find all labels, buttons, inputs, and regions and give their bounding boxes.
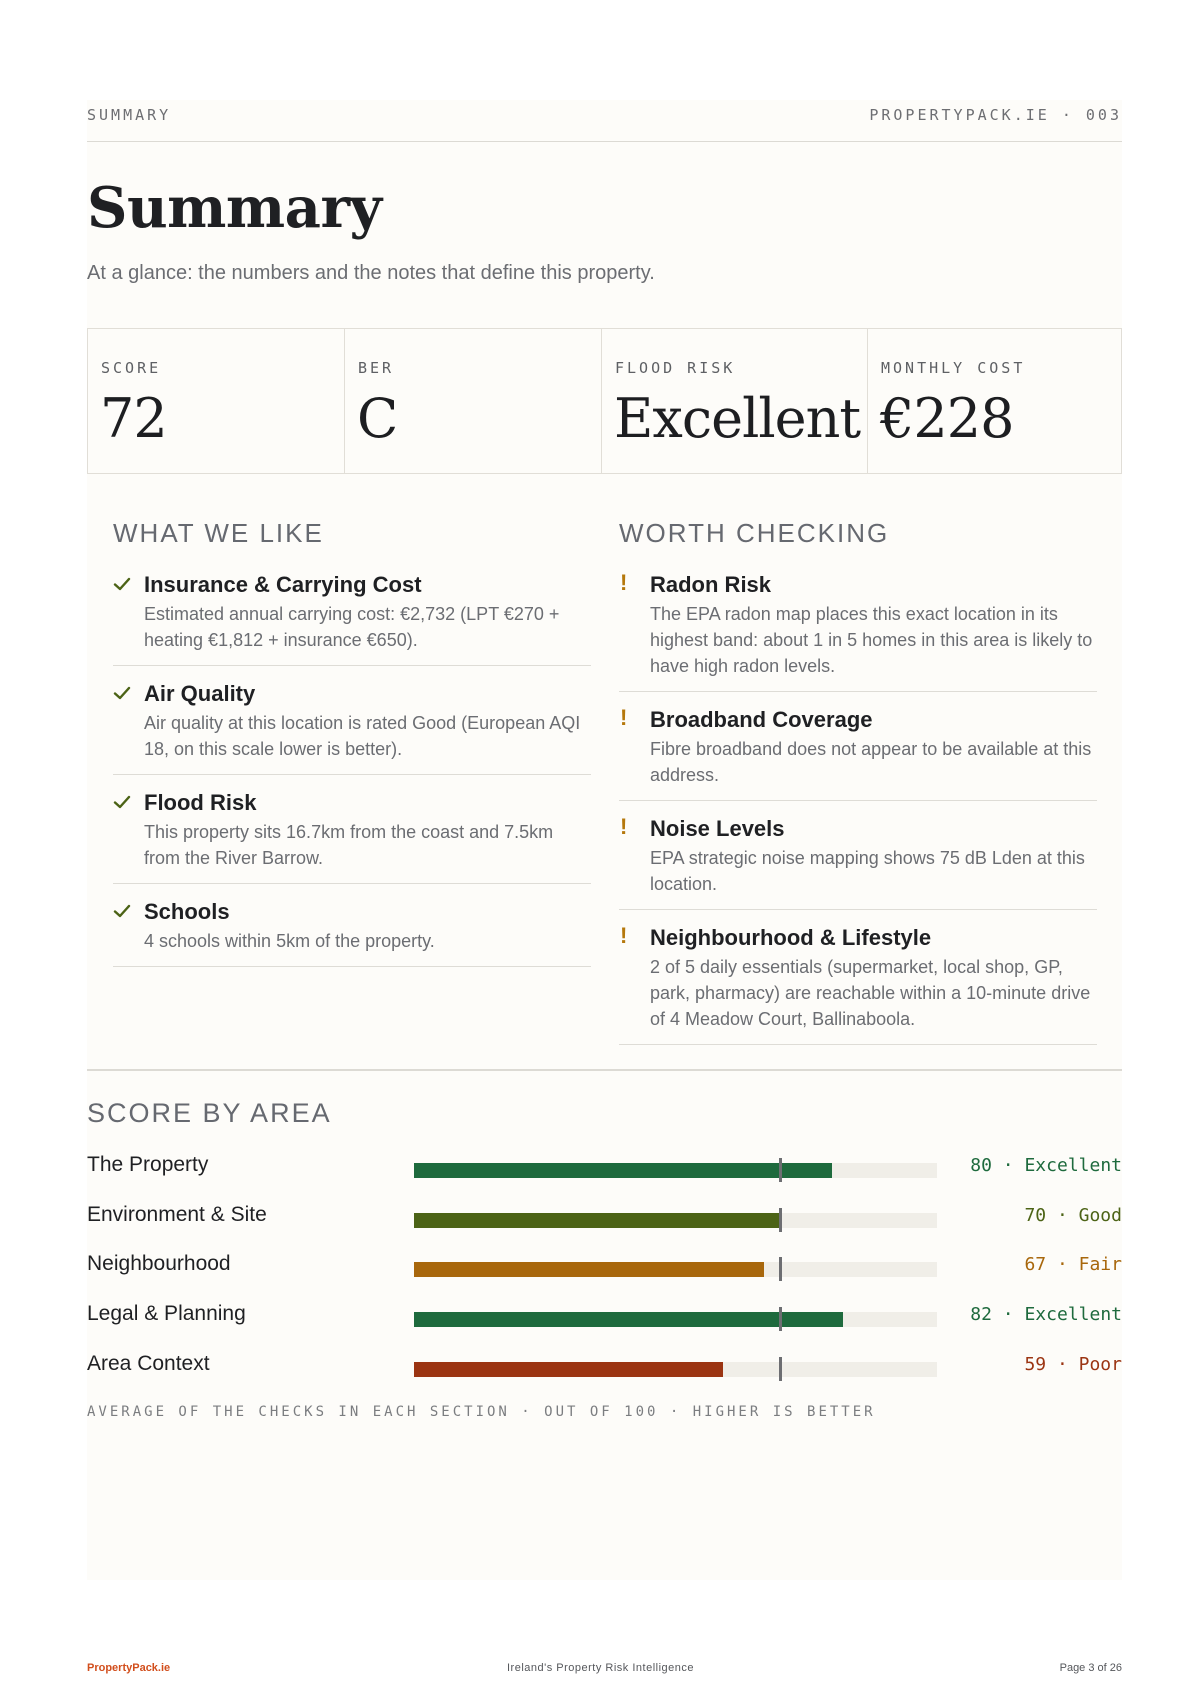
score-row-legal [87, 1302, 1122, 1332]
average-marker [779, 1208, 782, 1232]
section-label: SUMMARY [87, 106, 172, 124]
score-label: 82 · Excellent [970, 1304, 1122, 1325]
score-track [414, 1163, 937, 1178]
exclamation-icon: ! [620, 814, 628, 839]
stat-label: FLOOD RISK [615, 359, 736, 377]
list-item [113, 680, 591, 775]
item-title: Insurance & Carrying Cost [144, 572, 422, 597]
stat-label: SCORE [101, 359, 162, 377]
footer-brand: PropertyPack.ie [87, 1662, 171, 1674]
score-row-environment [87, 1203, 1122, 1233]
check-icon [113, 575, 133, 595]
list-item [113, 571, 591, 666]
area-name: Legal & Planning [87, 1302, 246, 1325]
exclamation-icon: ! [620, 570, 628, 595]
key-stats [87, 328, 1122, 474]
score-track [414, 1312, 937, 1327]
score-bar [414, 1362, 723, 1377]
check-icon [113, 684, 133, 704]
stat-value: Excellent [614, 387, 861, 450]
stat-value: €228 [880, 387, 1014, 450]
check-icon [113, 793, 133, 813]
checks-heading: WORTH CHECKING [619, 518, 890, 548]
stat-ber [345, 329, 602, 473]
stat-label: BER [358, 359, 395, 377]
stat-label: MONTHLY COST [881, 359, 1026, 377]
list-item [619, 706, 1097, 801]
stat-score [88, 329, 345, 473]
item-description: EPA strategic noise mapping shows 75 dB Lden at this location. [650, 848, 1085, 894]
list-item [113, 898, 591, 967]
stat-value: 72 [100, 387, 167, 450]
page-subtitle: At a glance: the numbers and the notes that define this property. [87, 262, 655, 284]
page-number: Page 3 of 26 [1059, 1662, 1122, 1674]
check-icon [113, 902, 133, 922]
list-item [619, 571, 1097, 692]
average-marker [779, 1257, 782, 1281]
site-reference: PROPERTYPACK.IE · 003 [869, 106, 1122, 124]
score-row-area-context [87, 1352, 1122, 1382]
score-track [414, 1262, 937, 1277]
item-title: Schools [144, 899, 230, 924]
likes-list [113, 571, 591, 981]
score-label: 80 · Excellent [970, 1155, 1122, 1176]
likes-heading: WHAT WE LIKE [113, 518, 324, 548]
stat-flood-risk [602, 329, 868, 473]
score-bar [414, 1262, 764, 1277]
item-title: Radon Risk [650, 572, 772, 597]
page-title: Summary [87, 175, 382, 241]
item-description: The EPA radon map places this exact location in its highest band: about 1 in 5 homes in this area is likely to have high radon levels. [650, 604, 1093, 676]
score-label: 70 · Good [1024, 1205, 1122, 1226]
item-title: Air Quality [144, 681, 256, 706]
exclamation-icon: ! [620, 923, 628, 948]
footer-tagline: Ireland's Property Risk Intelligence [507, 1662, 695, 1674]
item-title: Neighbourhood & Lifestyle [650, 925, 932, 950]
list-item [619, 924, 1097, 1045]
item-title: Broadband Coverage [650, 707, 873, 732]
score-bar [414, 1163, 832, 1178]
area-name: Area Context [87, 1352, 210, 1375]
score-track [414, 1213, 937, 1228]
score-label: 67 · Fair [1024, 1254, 1122, 1275]
list-item [619, 815, 1097, 910]
score-footnote: AVERAGE OF THE CHECKS IN EACH SECTION · OUT OF 100 · HIGHER IS BETTER [87, 1404, 876, 1420]
item-description: 4 schools within 5km of the property. [144, 931, 435, 951]
stat-monthly-cost [868, 329, 1120, 473]
checks-list [619, 571, 1097, 1059]
score-bar [414, 1213, 780, 1228]
stat-value: C [357, 387, 398, 450]
average-marker [779, 1307, 782, 1331]
score-row-property [87, 1153, 1122, 1183]
item-title: Flood Risk [144, 790, 257, 815]
item-description: Fibre broadband does not appear to be available at this address. [650, 739, 1092, 785]
item-description: 2 of 5 daily essentials (supermarket, local shop, GP, park, pharmacy) are reachable within a 10-minute drive of 4 Meadow Court, Ballinaboola. [650, 957, 1091, 1029]
area-name: The Property [87, 1153, 209, 1176]
score-by-area-heading: SCORE BY AREA [87, 1098, 332, 1128]
exclamation-icon: ! [620, 705, 628, 730]
item-description: Estimated annual carrying cost: €2,732 (LPT €270 + heating €1,812 + insurance €650). [144, 604, 560, 650]
score-track [414, 1362, 937, 1377]
area-name: Environment & Site [87, 1203, 267, 1226]
list-item [113, 789, 591, 884]
section-divider [87, 1069, 1122, 1071]
item-title: Noise Levels [650, 816, 785, 841]
item-description: This property sits 16.7km from the coast and 7.5km from the River Barrow. [144, 822, 554, 868]
score-row-neighbourhood [87, 1252, 1122, 1282]
average-marker [779, 1158, 782, 1182]
running-header [87, 106, 1122, 142]
score-label: 59 · Poor [1024, 1354, 1122, 1375]
average-marker [779, 1357, 782, 1381]
area-name: Neighbourhood [87, 1252, 231, 1275]
item-description: Air quality at this location is rated Good (European AQI 18, on this scale lower is better). [144, 713, 581, 759]
